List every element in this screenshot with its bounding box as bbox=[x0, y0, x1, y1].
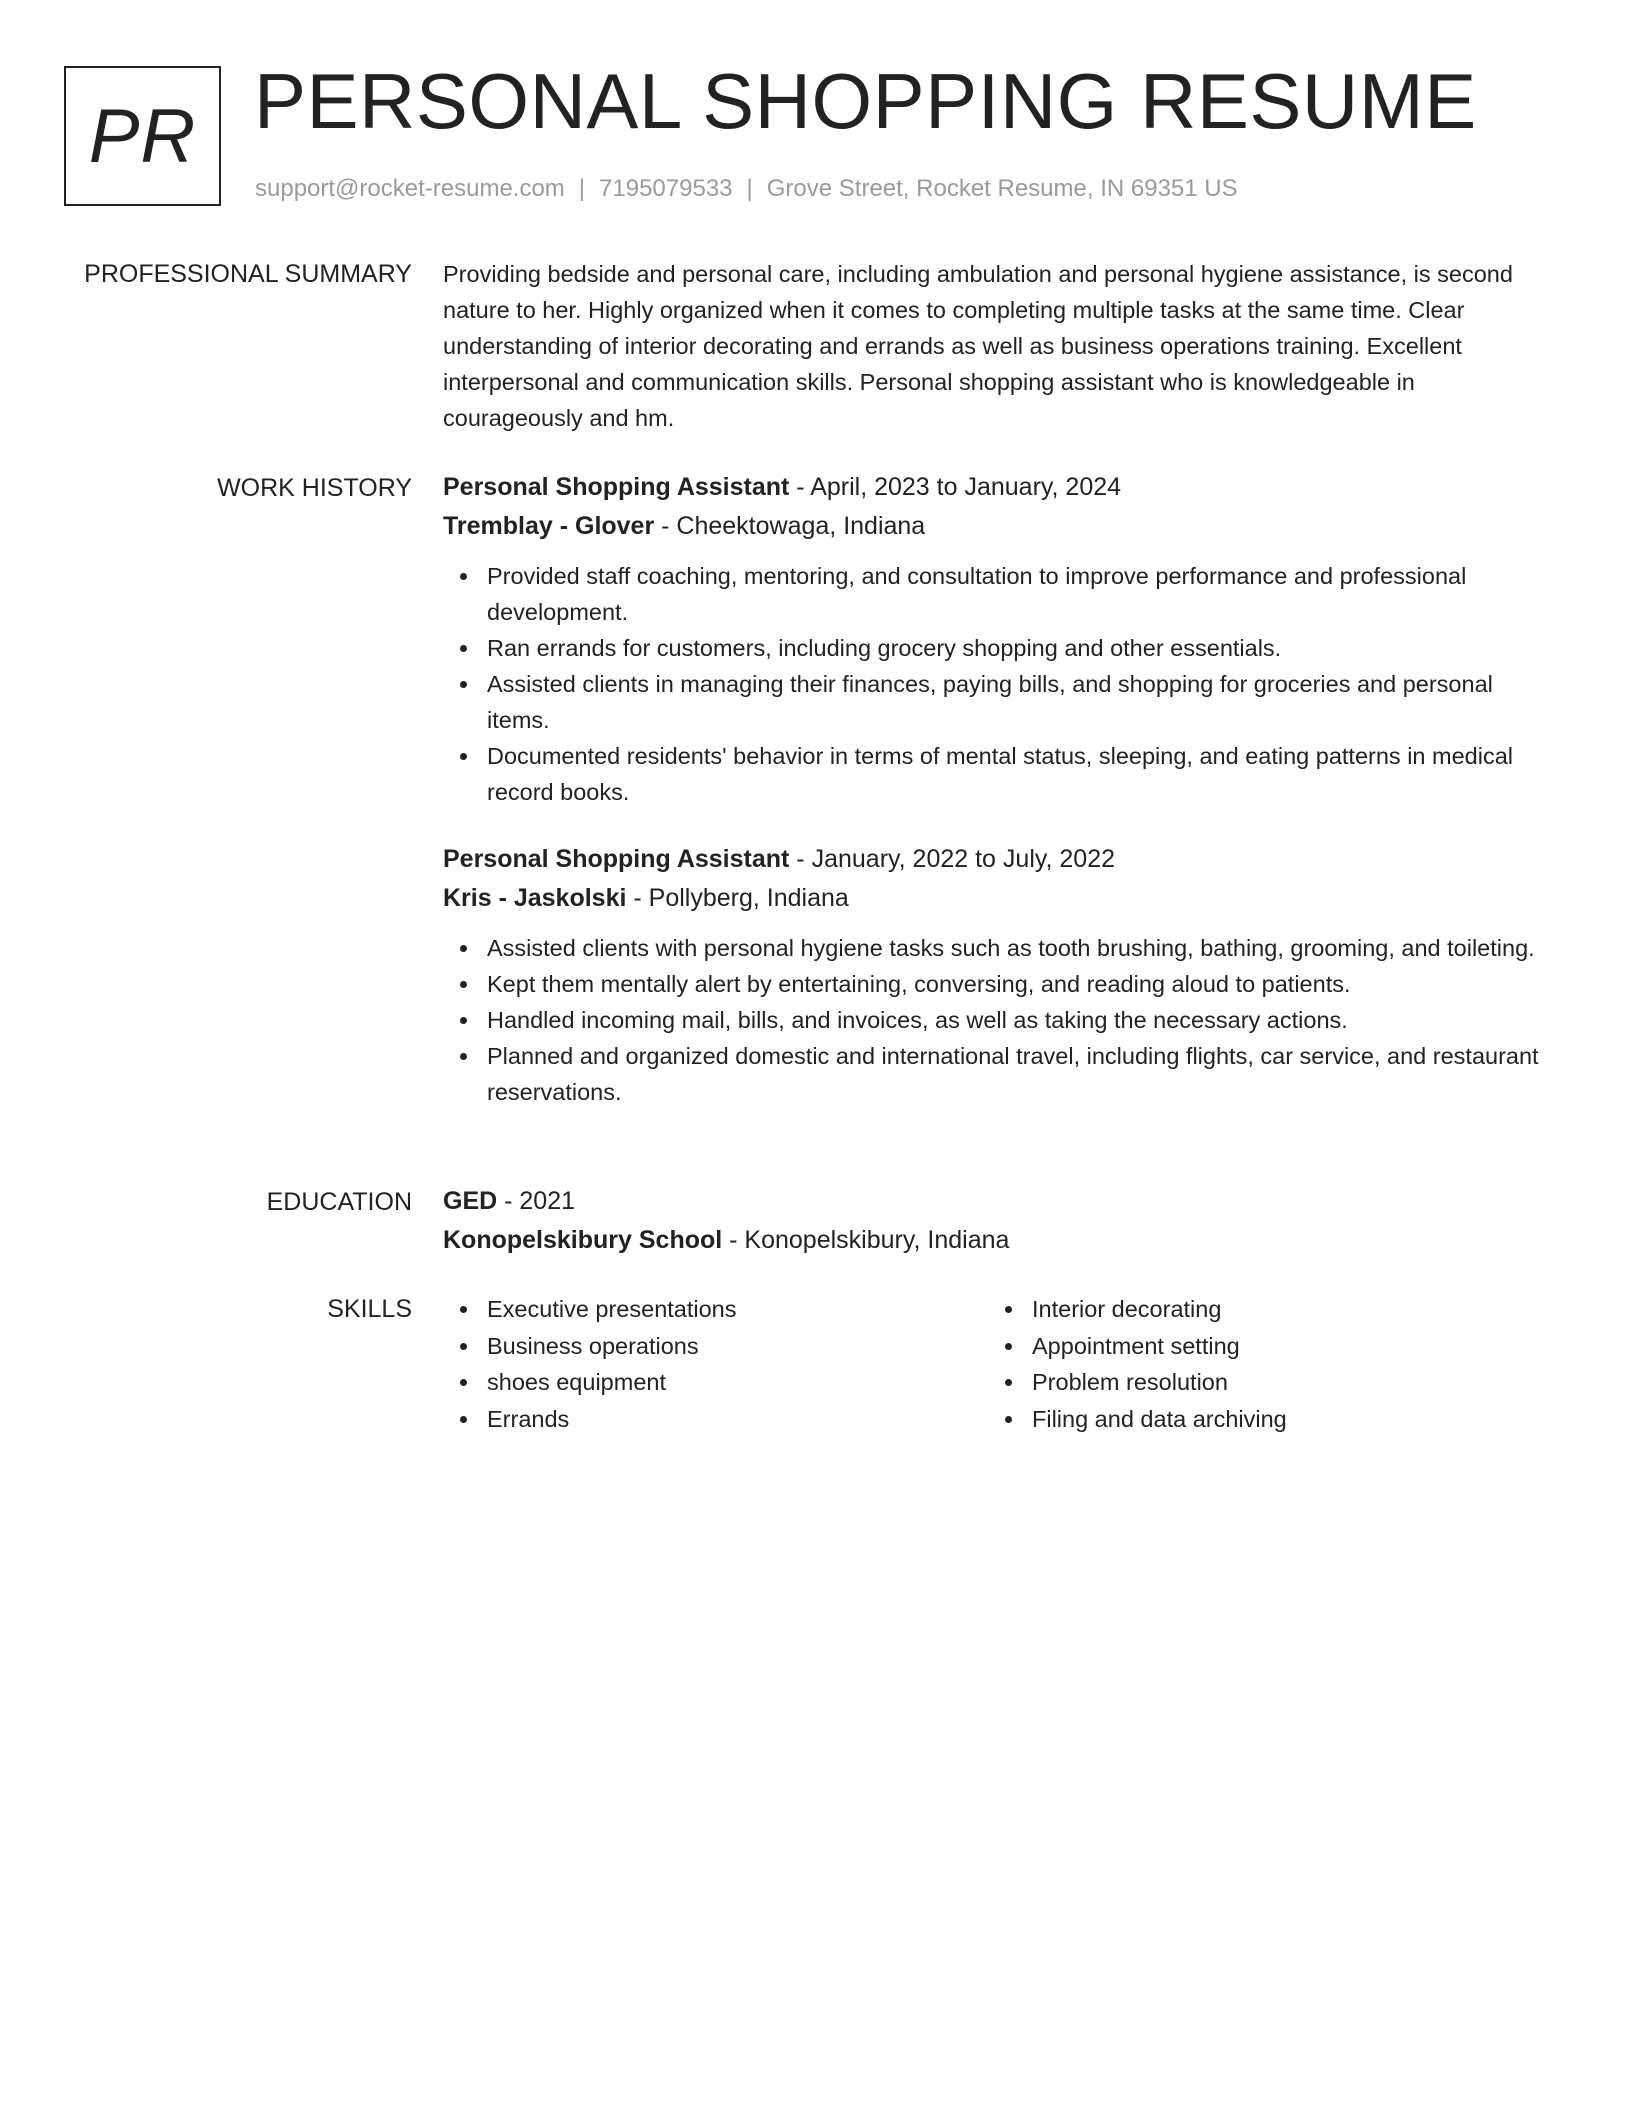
skill-item: Interior decorating bbox=[988, 1291, 1533, 1328]
section-heading-education: EDUCATION bbox=[266, 1188, 412, 1216]
job-company-line bbox=[443, 507, 1558, 546]
job-duty: Assisted clients with personal hygiene tasks such as tooth brushing, bathing, grooming, and toileting. bbox=[443, 930, 1558, 966]
summary-text: Providing bedside and personal care, including ambulation and personal hygiene assistance, is second nature to her. Highly organized when it comes to completing multiple tasks at the same time. Clear understanding of interior decorating and errands as well as business operations training. Excellent interpersonal and communication skills. Personal shopping assistant who is knowledgeable in courageously and hm. bbox=[443, 261, 1513, 431]
education-year: - 2021 bbox=[497, 1187, 576, 1215]
job-duties-list bbox=[443, 558, 1558, 810]
job-company: Tremblay - Glover bbox=[443, 512, 655, 540]
job-duty: Ran errands for customers, including grocery shopping and other essentials. bbox=[443, 630, 1558, 666]
skill-item: Filing and data archiving bbox=[988, 1401, 1533, 1438]
job-duty: Assisted clients in managing their finances, paying bills, and shopping for groceries and personal items. bbox=[443, 666, 1558, 738]
contact-separator: | bbox=[746, 175, 753, 202]
job-duty: Kept them mentally alert by entertaining, conversing, and reading aloud to patients. bbox=[443, 966, 1558, 1002]
job-entry bbox=[443, 468, 1558, 810]
education-degree: GED bbox=[443, 1187, 498, 1215]
job-duty: Documented residents' behavior in terms of mental status, sleeping, and eating patterns in medical record books. bbox=[443, 738, 1558, 810]
skills-list-left bbox=[443, 1291, 988, 1437]
contact-phone: 7195079533 bbox=[599, 175, 733, 202]
skill-item: Executive presentations bbox=[443, 1291, 988, 1328]
resume-title: PERSONAL SHOPPING RESUME bbox=[254, 57, 1477, 145]
section-heading-skills: SKILLS bbox=[327, 1295, 412, 1323]
skill-item: Problem resolution bbox=[988, 1364, 1533, 1401]
skills-list-right bbox=[988, 1291, 1533, 1437]
job-duty: Handled incoming mail, bills, and invoices, as well as taking the necessary actions. bbox=[443, 1002, 1558, 1038]
skills-body bbox=[443, 1291, 1558, 1437]
job-title-line bbox=[443, 468, 1558, 507]
skill-item: shoes equipment bbox=[443, 1364, 988, 1401]
skill-item: Errands bbox=[443, 1401, 988, 1438]
education-school: Konopelskibury School bbox=[443, 1226, 723, 1254]
education-location: - Konopelskibury, Indiana bbox=[722, 1226, 1010, 1254]
contact-address: Grove Street, Rocket Resume, IN 69351 US bbox=[766, 175, 1238, 202]
education-school-line bbox=[443, 1221, 1558, 1260]
section-heading-work-history: WORK HISTORY bbox=[217, 474, 412, 502]
contact-separator: | bbox=[578, 175, 586, 202]
job-title-line bbox=[443, 840, 1558, 879]
education-body bbox=[443, 1182, 1558, 1260]
monogram-initials: PR bbox=[88, 93, 197, 179]
job-duty: Provided staff coaching, mentoring, and consultation to improve performance and professional development. bbox=[443, 558, 1558, 630]
job-title: Personal Shopping Assistant bbox=[443, 845, 790, 873]
monogram-logo bbox=[64, 66, 221, 206]
contact-email: support@rocket-resume.com bbox=[255, 175, 565, 202]
job-entry bbox=[443, 840, 1558, 1110]
section-heading-summary: PROFESSIONAL SUMMARY bbox=[84, 260, 412, 288]
job-duty: Planned and organized domestic and international travel, including flights, car service, and restaurant reservations. bbox=[443, 1038, 1558, 1110]
skill-item: Business operations bbox=[443, 1328, 988, 1365]
job-dates: - April, 2023 to January, 2024 bbox=[789, 473, 1122, 501]
job-location: - Pollyberg, Indiana bbox=[626, 884, 849, 912]
job-location: - Cheektowaga, Indiana bbox=[654, 512, 926, 540]
education-degree-line bbox=[443, 1182, 1558, 1221]
work-history-body bbox=[443, 468, 1558, 1110]
summary-body bbox=[443, 256, 1558, 436]
job-duties-list bbox=[443, 930, 1558, 1110]
job-dates: - January, 2022 to July, 2022 bbox=[789, 845, 1116, 873]
job-company-line bbox=[443, 879, 1558, 918]
skill-item: Appointment setting bbox=[988, 1328, 1533, 1365]
job-company: Kris - Jaskolski bbox=[443, 884, 627, 912]
job-title: Personal Shopping Assistant bbox=[443, 473, 790, 501]
contact-line bbox=[255, 172, 1238, 206]
